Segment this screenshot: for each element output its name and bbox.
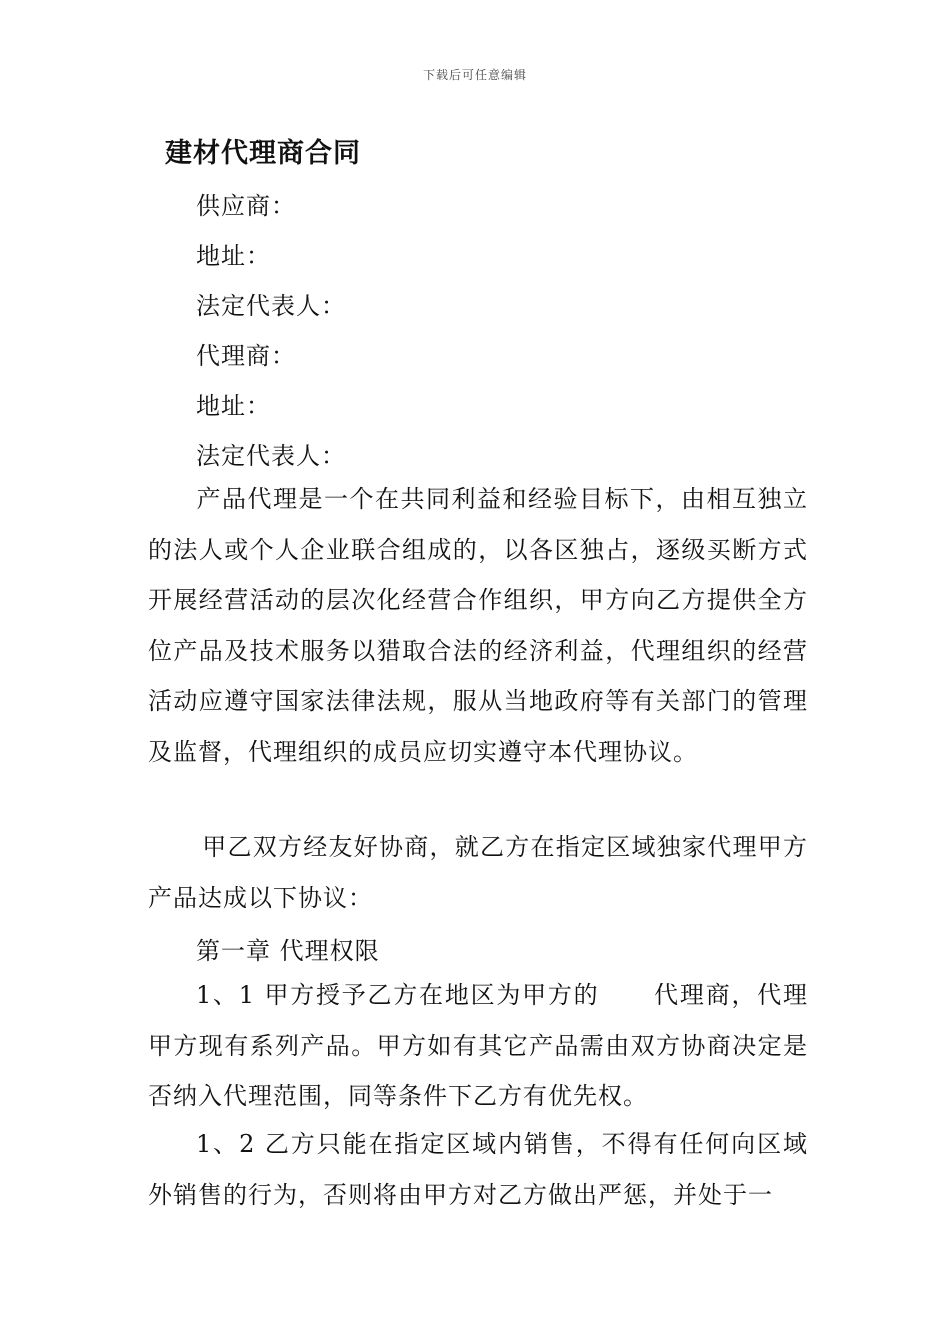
field-agent-address: 地址： (196, 392, 271, 420)
field-agent: 代理商： (196, 342, 296, 370)
document-title: 建材代理商合同 (165, 138, 361, 169)
agreement-paragraph (148, 822, 808, 923)
intro-paragraph (148, 474, 808, 777)
clause-1-1-text-a: 1、1 甲方授予乙方在地区为甲方的 (196, 981, 600, 1009)
field-agent-legal-rep: 法定代表人： (196, 442, 346, 470)
clause-1-2-text: 1、2 乙方只能在指定区域内销售，不得有任何向区域外销售的行为，否则将由甲方对乙方做出严惩，并处于一 (148, 1130, 808, 1209)
agreement-paragraph-text: 甲乙双方经友好协商，就乙方在指定区域独家代理甲方产品达成以下协议： (148, 833, 808, 912)
intro-paragraph-text: 产品代理是一个在共同利益和经验目标下，由相互独立的法人或个人企业联合组成的，以各区独占，逐级买断方式开展经营活动的层次化经营合作组织，甲方向乙方提供全方位产品及技术服务以猎取合法的经济利益，代理组织的经营活动应遵守国家法律法规，服从当地政府等有关部门的管理及监督，代理组织的成员应切实遵守本代理协议。 (148, 485, 808, 766)
clause-1-1 (148, 970, 808, 1122)
field-supplier-legal-rep: 法定代表人： (196, 292, 346, 320)
clause-1-1-text-b: 代理商，代理甲方现有系列产品。甲方如有其它产品需由双方协商决定是否纳入代理范围，同等条件下乙方有优先权。 (148, 981, 808, 1110)
header-note: 下载后可任意编辑 (422, 68, 527, 82)
clause-1-2 (148, 1119, 808, 1220)
chapter-heading: 第一章 代理权限 (196, 937, 380, 965)
field-supplier: 供应商： (196, 192, 296, 220)
field-supplier-address: 地址： (196, 242, 271, 270)
